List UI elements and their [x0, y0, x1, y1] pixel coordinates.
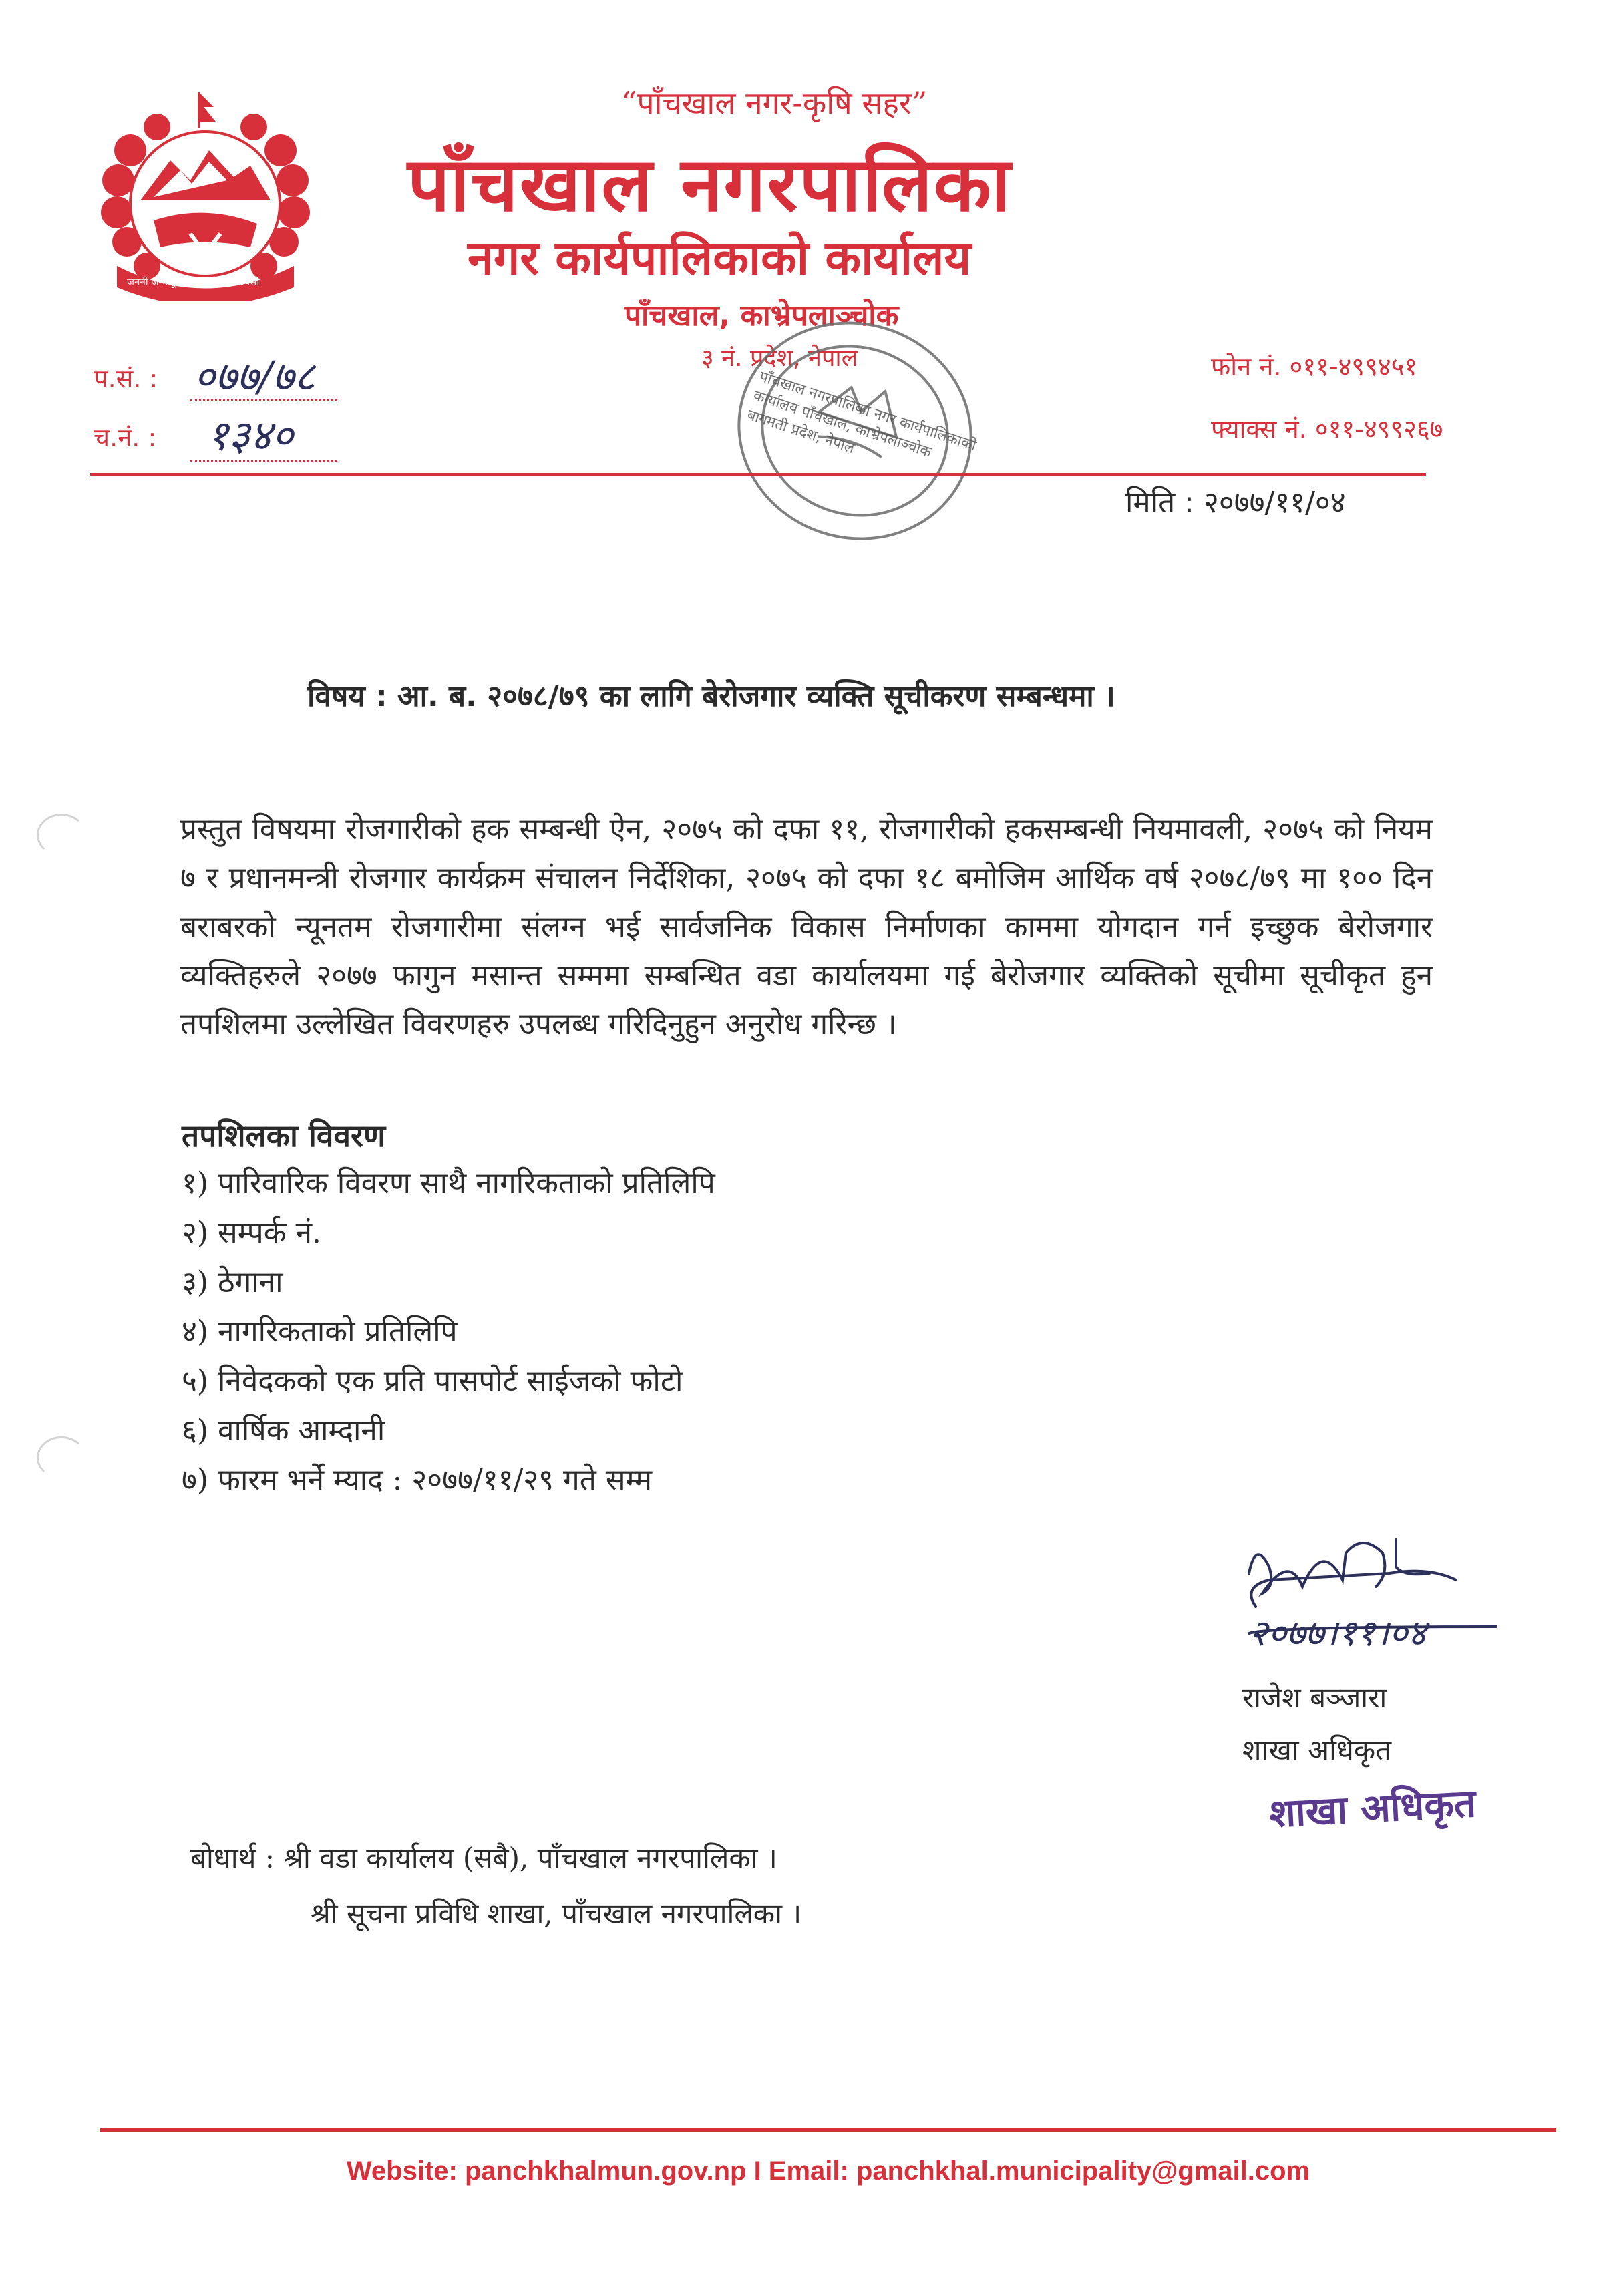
letter-date: मिति : २०७७/११/०४ — [1125, 486, 1346, 520]
signature-date: २०७७।११।०४ — [1249, 1612, 1427, 1654]
list-item: ४) नागरिकताको प्रतिलिपि — [182, 1315, 458, 1349]
header-divider — [90, 473, 1426, 476]
list-item: १) पारिवारिक विवरण साथै नागरिकताको प्रतिलिपि — [182, 1166, 715, 1200]
nepal-emblem-icon — [90, 87, 321, 301]
punch-hole-top — [37, 814, 86, 856]
list-item: २) सम्पर्क नं. — [182, 1216, 321, 1250]
footer-divider — [100, 2128, 1556, 2132]
cc-line-2: श्री सूचना प्रविधि शाखा, पाँचखाल नगरपालिका । — [311, 1897, 802, 1930]
office-name: नगर कार्यपालिकाको कार्यालय — [468, 230, 972, 285]
ref-number-underline — [190, 399, 337, 403]
dispatch-number-underline — [190, 460, 337, 463]
body-paragraph: प्रस्तुत विषयमा रोजगारीको हक सम्बन्धी ऐन, २०७५ को दफा ११, रोजगारीको हकसम्बन्धी नियमावली, २०७५ को नियम ७ र प्रधानमन्त्री रोजगार कार्यक्रम संचालन निर्देशिका, २०७५ को दफा १८ बमोजिम आर्थिक वर्ष २०७८/७९ मा १०० दिन बराबरको न्यूनतम रोजगारीमा संलग्न भई सार्वजनिक विकास निर्माणका काममा योगदान गर्न इच्छुक बेरोजगार व्यक्तिहरुले २०७७ फागुन मसान्त सम्ममा सम्बन्धित वडा कार्यालयमा गई बेरोजगार व्यक्तिको सूचीमा सूचीकृत हुन तपशिलमा उल्लेखित विवरणहरु उपलब्ध गरिदिनुहुन अनुरोध गरिन्छ । — [180, 812, 1433, 1041]
ref-number-value: ०७७/७८ — [194, 352, 316, 401]
signer-name: राजेश बञ्जारा — [1242, 1681, 1387, 1714]
dispatch-number-label: च.नं. : — [94, 423, 157, 452]
cc-line-1: बोधार्थ : श्री वडा कार्यालय (सबै), पाँचखाल नगरपालिका । — [190, 1842, 777, 1874]
slogan: “पाँचखाल नगर-कृषि सहर” — [621, 85, 928, 121]
footer-contact: Website: panchkhalmun.gov.np I Email: panchkhal.municipality@gmail.com — [346, 2156, 1310, 2186]
subject-line: विषय : आ. ब. २०७८/७९ का लागि बेरोजगार व्यक्ति सूचीकरण सम्बन्धमा । — [307, 679, 1115, 713]
dispatch-number-value: १३४० — [207, 411, 293, 460]
list-item: ५) निवेदकको एक प्रति पासपोर्ट साईजको फोटो — [182, 1364, 683, 1398]
punch-hole-bottom — [37, 1436, 86, 1479]
address-line-2: ३ नं. प्रदेश, नेपाल — [701, 345, 858, 372]
list-item: ६) वार्षिक आम्दानी — [182, 1414, 385, 1448]
details-list — [182, 1159, 715, 1505]
list-item: ७) फारम भर्ने म्याद : २०७७/११/२९ गते सम्म — [182, 1463, 653, 1497]
details-heading: तपशिलका विवरण — [182, 1118, 386, 1154]
fax-number: फ्याक्स नं. ०११-४९९२६७ — [1211, 414, 1443, 444]
organization-name: पाँचखाल नगरपालिका — [407, 142, 1012, 228]
stamp-text: पाँचखाल नगरपालिका नगर कार्यपालिकाको कार्यालय पाँचखाल, काभ्रेपलाञ्चोक बागमती प्रदेश, नेपाल — [745, 368, 978, 462]
ref-number-label: प.सं. : — [94, 364, 158, 393]
phone-number: फोन नं. ०११-४९९४५१ — [1211, 352, 1418, 381]
list-item: ३) ठेगाना — [182, 1265, 283, 1299]
address-line-1: पाँचखाल, काभ्रेपलाञ्चोक — [624, 299, 899, 333]
official-seal: शाखा अधिकृत — [1268, 1780, 1477, 1837]
signer-title: शाखा अधिकृत — [1242, 1734, 1392, 1766]
emblem-motto: जननी जन्मभूमिश्च स्वर्गादपि गरीयसी — [127, 276, 260, 288]
